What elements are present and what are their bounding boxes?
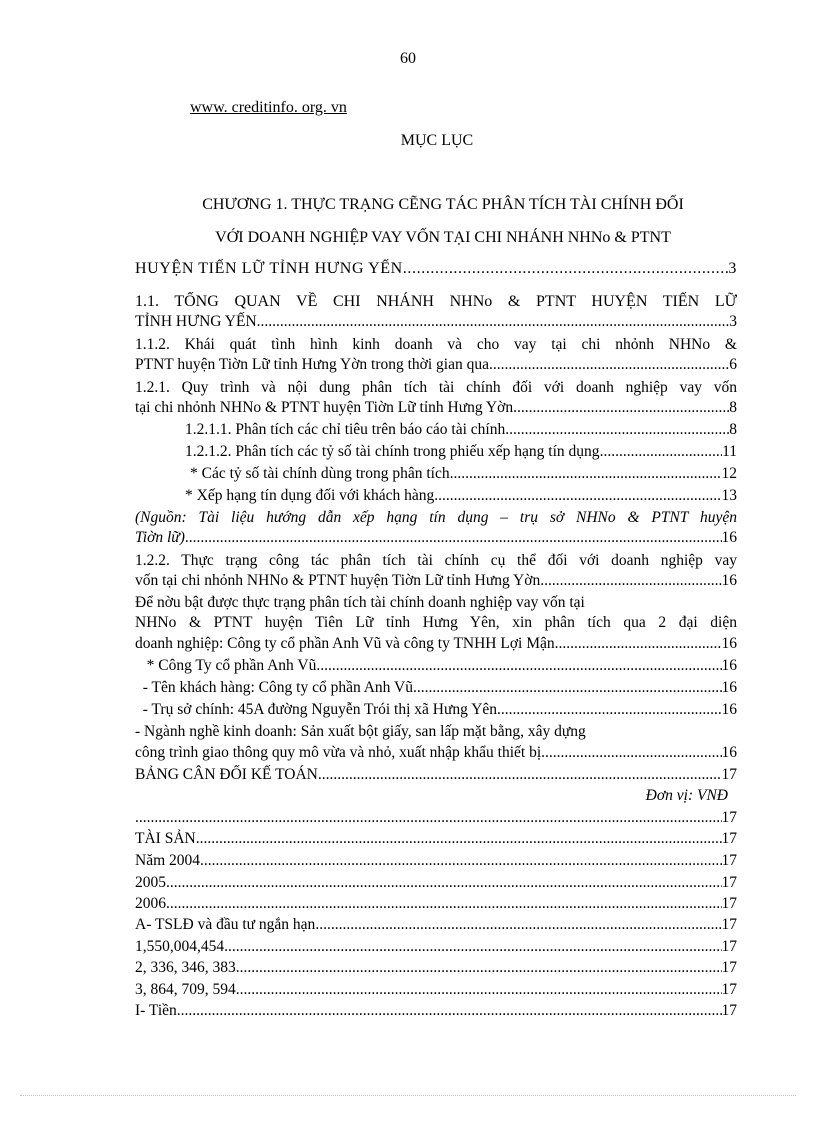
- toc-entry-highlight-line-2[interactable]: NHNo & PTNT huyện Tiên Lữ tỉnh Hưng Yên, xin phân tích qua 2 đại diện: [135, 614, 737, 631]
- page-ref: 3: [728, 260, 737, 277]
- toc-entry-current-assets[interactable]: [135, 915, 737, 935]
- page-ref: 17: [721, 1002, 737, 1019]
- page-ref: 16: [721, 635, 737, 652]
- toc-entry-text: - Tên khách hàng: Công ty cổ phần Anh Vũ: [135, 679, 413, 696]
- dot-leader: [600, 442, 723, 462]
- toc-entry-1-2-1-1[interactable]: [185, 420, 737, 440]
- toc-entry-text: doanh nghiệp: Công ty cổ phần Anh Vũ và công ty TNHH Lợi Mận.: [135, 635, 559, 652]
- dot-leader: [224, 937, 721, 957]
- toc-entry-balance-sheet[interactable]: [135, 765, 737, 785]
- page-ref: 17: [721, 852, 737, 869]
- footer-divider: [20, 1095, 796, 1096]
- dot-leader: [236, 980, 722, 1000]
- toc-entry-1-1-2[interactable]: [135, 355, 737, 375]
- toc-entry-text: 2005: [135, 874, 166, 891]
- toc-entry-head-office[interactable]: [135, 700, 737, 720]
- toc-entry-text: 3, 864, 709, 594: [135, 981, 236, 998]
- toc-entry-text: Năm 2004: [135, 852, 201, 869]
- dot-leader: [261, 312, 730, 332]
- dot-leader: [434, 486, 721, 506]
- toc-entry-unit[interactable]: [135, 808, 737, 828]
- page-ref: 17: [721, 916, 737, 933]
- page-ref: 17: [721, 981, 737, 998]
- toc-entry-1-1-line-1[interactable]: 1.1. TỔNG QUAN VỀ CHI NHÁNH NHNo & PTNT HUYỆN TIẾN LỮ: [135, 293, 737, 310]
- toc-entry-text: BẢNG CÂN ĐỐI KẾ TOÁN: [135, 766, 318, 783]
- toc-entry-text: công trình giao thông quy mô vừa và nhỏ, xuất nhập khẩu thiết bị.: [135, 744, 546, 761]
- dot-leader: [505, 420, 729, 440]
- toc-entry-text: Tiờn lữ): [135, 529, 185, 546]
- page-ref: 8: [729, 399, 737, 416]
- page-number: 60: [400, 50, 416, 67]
- toc-entry-text: I- Tiền: [135, 1002, 177, 1019]
- page-ref: 17: [721, 766, 737, 783]
- dot-leader: [166, 873, 722, 893]
- page-ref: 16: [721, 744, 737, 761]
- dot-leader: [166, 894, 722, 914]
- toc-entry-text: tại chi nhỏnh NHNo & PTNT huyện Tiờn Lữ tỉnh Hưng Yờn.: [135, 399, 517, 416]
- toc-entry-value-2005[interactable]: [135, 958, 737, 978]
- page-ref: 17: [721, 895, 737, 912]
- toc-entry-cash[interactable]: [135, 1001, 737, 1021]
- toc-entry-1-2-1[interactable]: [135, 398, 737, 418]
- chapter-heading-line-3: HUYỆN TIẾN LỮ TỈNH HƯNG YẾN.: [135, 260, 408, 277]
- toc-entry-text: PTNT huyện Tiờn Lữ tỉnh Hưng Yờn trong thời gian qua.: [135, 356, 493, 373]
- toc-entry-text: 1,550,004,454: [135, 938, 225, 955]
- toc-entry-source-line-1[interactable]: (Nguồn: Tài liệu hướng dẫn xếp hạng tín dụng – trụ sở NHNo & PTNT huyện: [135, 509, 737, 526]
- page-ref: 12: [721, 465, 737, 482]
- page-ref: 11: [722, 443, 737, 460]
- page-ref: 16: [721, 701, 737, 718]
- dot-leader: [545, 743, 721, 763]
- page-ref: 16: [721, 572, 737, 589]
- dot-leader: [450, 464, 722, 484]
- toc-entry-highlight-line-1[interactable]: Để nờu bật được thực trạng phân tích tài chính doanh nghiệp vay vốn tại: [135, 594, 585, 611]
- toc-entry-credit-rating[interactable]: [185, 486, 737, 506]
- toc-entry-financial-ratios[interactable]: [190, 464, 737, 484]
- toc-entry-business[interactable]: [135, 743, 737, 763]
- toc-entry-text: * Các tỷ số tài chính dùng trong phân tích: [190, 465, 450, 482]
- dot-leader: [196, 829, 722, 849]
- page-ref: 3: [729, 313, 737, 330]
- toc-entry-value-2006[interactable]: [135, 980, 737, 1000]
- page-ref: 17: [721, 959, 737, 976]
- toc-entry-chapter-1[interactable]: [135, 259, 737, 279]
- toc-entry-1-1-2-line-1[interactable]: 1.1.2. Khái quát tình hình kinh doanh và cho vay tại chi nhỏnh NHNo &: [135, 336, 737, 353]
- toc-entry-1-2-1-line-1[interactable]: 1.2.1. Quy trình và nội dung phân tích tài chính đối với doanh nghiệp vay vốn: [135, 379, 737, 396]
- page-ref: 17: [721, 938, 737, 955]
- toc-entry-1-1[interactable]: [135, 312, 737, 332]
- toc-entry-year-2004[interactable]: [135, 851, 737, 871]
- dot-leader: [316, 656, 721, 676]
- dot-leader: [517, 398, 729, 418]
- dot-leader: [177, 1001, 722, 1021]
- toc-entry-assets[interactable]: [135, 829, 737, 849]
- chapter-heading-line-1: CHƯƠNG 1. THỰC TRẠNG CẼNG TÁC PHÂN TÍCH TÀI CHÍNH ĐỐI: [202, 196, 684, 213]
- page-ref: 6: [729, 356, 737, 373]
- toc-entry-text: vốn tại chi nhỏnh NHNo & PTNT huyện Tiờn Lữ tỉnh Hưng Yờn.: [135, 572, 545, 589]
- dot-leader: [501, 700, 722, 720]
- page-ref: 17: [721, 874, 737, 891]
- toc-entry-1-2-2[interactable]: [135, 571, 737, 591]
- dot-leader: [135, 808, 722, 828]
- toc-entry-text: 1.2.1.1. Phân tích các chỉ tiêu trên báo cáo tài chính: [185, 421, 506, 438]
- toc-entry-text: 2006: [135, 895, 166, 912]
- toc-entry-text: TỈNH HƯNG YẾN.: [135, 313, 261, 330]
- unit-label: Đơn vị: VNĐ: [645, 787, 728, 804]
- page-ref: 17: [721, 830, 737, 847]
- toc-entry-text: 2, 336, 346, 383: [135, 959, 236, 976]
- toc-entry-year-2006[interactable]: [135, 894, 737, 914]
- toc-title: MỤC LỤC: [400, 132, 474, 149]
- toc-entry-1-2-2-line-1[interactable]: 1.2.2. Thực trạng công tác phân tích tài chính cụ thể đối với doanh nghiệp vay: [135, 552, 737, 569]
- toc-entry-customer-name[interactable]: [135, 678, 737, 698]
- dot-leader: [236, 958, 722, 978]
- dot-leader: [315, 915, 721, 935]
- chapter-heading-line-2: VỚI DOANH NGHIỆP VAY VỐN TẠI CHI NHÁNH NHNo & PTNT: [215, 229, 671, 246]
- dot-leader: [407, 259, 728, 279]
- page-ref: 13: [721, 487, 737, 504]
- toc-entry-value-2004[interactable]: [135, 937, 737, 957]
- page-ref: 17: [721, 809, 737, 826]
- page-ref: 16: [721, 679, 737, 696]
- toc-entry-text: * Công Ty cổ phần Anh Vũ: [135, 657, 317, 674]
- toc-entry-1-2-1-2[interactable]: [185, 442, 737, 462]
- toc-entry-text: TÀI SẢN: [135, 830, 196, 847]
- website-link[interactable]: www. creditinfo. org. vn: [190, 99, 347, 116]
- page-ref: 16: [721, 657, 737, 674]
- dot-leader: [413, 678, 722, 698]
- page-ref: 8: [729, 421, 737, 438]
- toc-entry-text: * Xếp hạng tín dụng đối với khách hàng: [185, 487, 435, 504]
- toc-entry-business-line-1[interactable]: - Ngành nghề kinh doanh: Sản xuất bột giấy, san lấp mặt bằng, xây dựng: [135, 723, 586, 740]
- toc-entry-text: - Trụ sở chính: 45A đường Nguyễn Trói thị xã Hưng Yên.: [135, 701, 501, 718]
- dot-leader: [185, 528, 722, 548]
- toc-entry-source[interactable]: [135, 528, 737, 548]
- dot-leader: [559, 634, 722, 654]
- toc-entry-text: 1.2.1.2. Phân tích các tỷ số tài chính trong phiếu xếp hạng tín dụng: [185, 443, 600, 460]
- dot-leader: [318, 765, 722, 785]
- page-ref: 16: [721, 529, 737, 546]
- toc-entry-year-2005[interactable]: [135, 873, 737, 893]
- toc-entry-highlight[interactable]: [135, 634, 737, 654]
- dot-leader: [544, 571, 721, 591]
- dot-leader: [493, 355, 729, 375]
- toc-entry-anh-vu-company[interactable]: [135, 656, 737, 676]
- dot-leader: [200, 851, 721, 871]
- toc-entry-text: A- TSLĐ và đầu tư ngắn hạn: [135, 916, 316, 933]
